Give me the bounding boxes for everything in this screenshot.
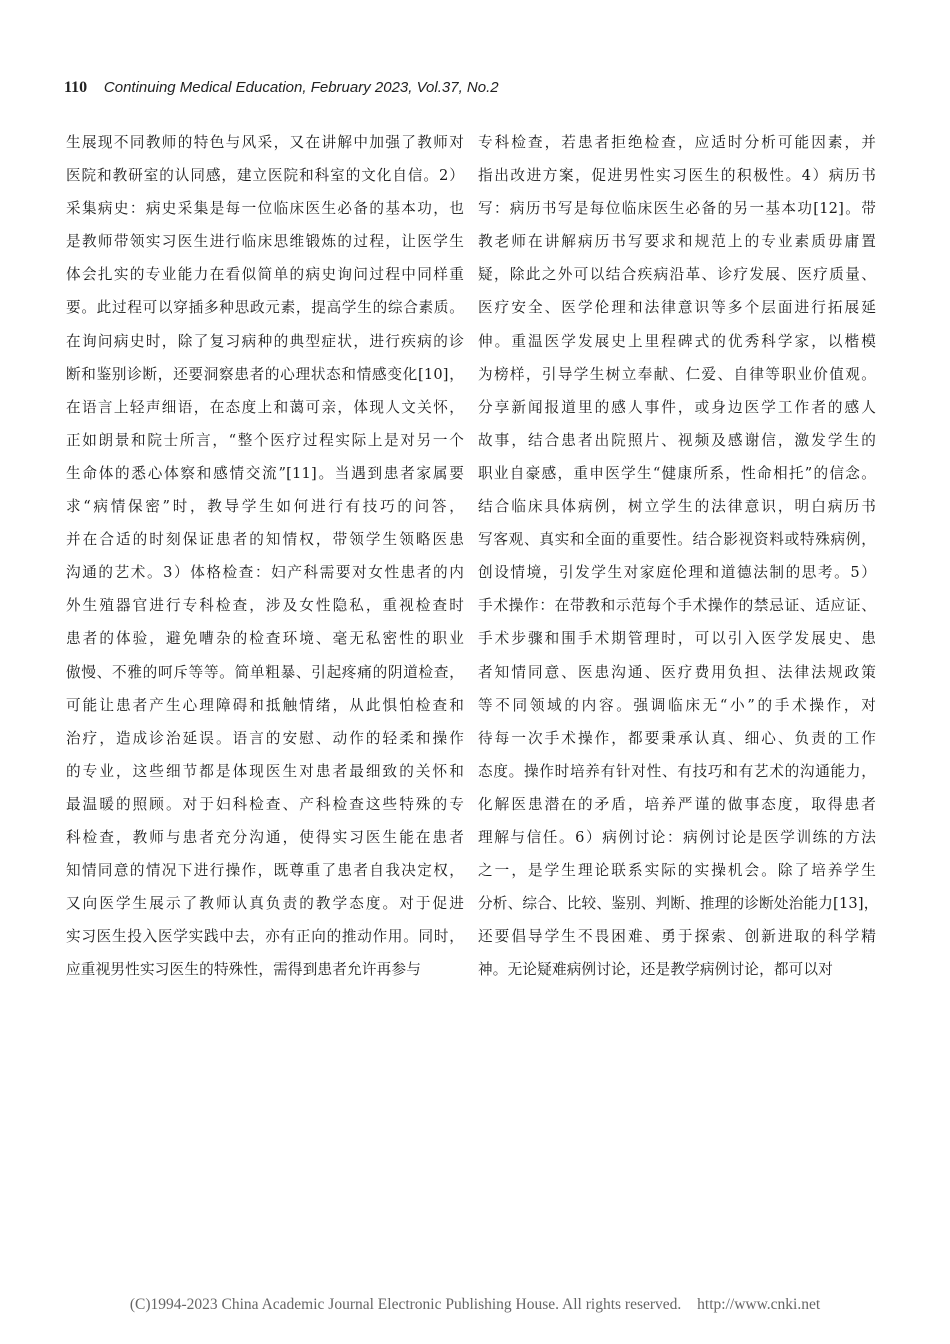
- text-line: 采集病史：病史采集是每一位临床医生必备的基本功，也: [66, 200, 464, 218]
- text-line: 伸。重温医学发展史上里程碑式的优秀科学家，以楷模: [478, 332, 876, 350]
- text-line: 还要倡导学生不畏困难、勇于探索、创新进取的科学精: [478, 928, 876, 946]
- text-line: 在询问病史时，除了复习病种的典型症状，进行疾病的诊: [66, 332, 464, 350]
- running-header: [64, 78, 499, 97]
- text-line: 分享新闻报道里的感人事件，或身边医学工作者的感人: [478, 398, 876, 416]
- left-text-column: [66, 126, 464, 986]
- text-line: 故事，结合患者出院照片、视频及感谢信，激发学生的: [478, 431, 876, 449]
- text-line: 写客观、真实和全面的重要性。结合影视资料或特殊病例，: [478, 531, 876, 549]
- text-line: 医疗安全、医学伦理和法律意识等多个层面进行拓展延: [478, 299, 876, 317]
- text-line: 化解医患潜在的矛盾，培养严谨的做事态度，取得患者: [478, 795, 876, 813]
- text-line: 并在合适的时刻保证患者的知情权，带领学生领略医患: [66, 531, 464, 549]
- text-line: 创设情境，引发学生对家庭伦理和道德法制的思考。5）: [478, 564, 876, 582]
- text-line: 体会扎实的专业能力在看似简单的病史询问过程中同样重: [66, 266, 464, 284]
- text-line: 神。无论疑难病例讨论，还是教学病例讨论，都可以对: [478, 961, 834, 979]
- text-line: 是教师带领实习医生进行临床思维锻炼的过程，让医学生: [66, 233, 464, 251]
- text-line: 手术步骤和围手术期管理时，可以引入医学发展史、患: [478, 630, 876, 648]
- footer-url: http://www.cnki.net: [697, 1296, 821, 1313]
- text-line: 结合临床具体病例，树立学生的法律意识，明白病历书: [478, 498, 876, 516]
- text-line: 者知情同意、医患沟通、医疗费用负担、法律法规政策: [478, 663, 876, 681]
- text-line: 治疗，造成诊治延误。语言的安慰、动作的轻柔和操作: [66, 729, 464, 747]
- text-line: 医院和教研室的认同感，建立医院和科室的文化自信。2）: [66, 167, 464, 185]
- text-line: 实习医生投入医学实践中去，亦有正向的推动作用。同时，: [66, 928, 464, 946]
- text-line: 专科检查，若患者拒绝检查，应适时分析可能因素，并: [478, 134, 876, 151]
- text-line: 断和鉴别诊断，还要洞察患者的心理状态和情感变化[10]，: [66, 365, 464, 383]
- right-text-column: [478, 126, 879, 986]
- text-line: 为榜样，引导学生树立奉献、仁爱、自律等职业价值观。: [478, 365, 876, 383]
- text-line: 分析、综合、比较、鉴别、判断、推理的诊断处治能力[13]，: [478, 895, 879, 913]
- page-number: 110: [64, 79, 88, 96]
- text-line: 傲慢、不雅的呵斥等等。简单粗暴、引起疼痛的阴道检查，: [66, 663, 464, 681]
- text-line: 职业自豪感，重申医学生“健康所系，性命相托”的信念。: [478, 464, 876, 482]
- text-line: 外生殖器官进行专科检查，涉及女性隐私，重视检查时: [66, 597, 464, 615]
- text-line: 沟通的艺术。3）体格检查：妇产科需要对女性患者的内: [66, 564, 464, 582]
- text-line: 理解与信任。6）病例讨论：病例讨论是医学训练的方法: [478, 828, 876, 846]
- text-line: 求“病情保密”时，教导学生如何进行有技巧的问答，: [66, 498, 464, 516]
- text-line: 的专业，这些细节都是体现医生对患者最细致的关怀和: [66, 762, 464, 780]
- text-line: 正如朗景和院士所言，“整个医疗过程实际上是对另一个: [66, 431, 464, 449]
- text-line: 生展现不同教师的特色与风采，又在讲解中加强了教师对: [66, 134, 464, 151]
- text-line: 指出改进方案，促进男性实习医生的积极性。4）病历书: [478, 167, 876, 185]
- text-line: 最温暖的照顾。对于妇科检查、产科检查这些特殊的专: [66, 795, 464, 813]
- text-line: 待每一次手术操作，都要秉承认真、细心、负责的工作: [478, 729, 876, 747]
- journal-citation: Continuing Medical Education, February 2023, Vol.37, No.2: [103, 79, 499, 96]
- text-line: 在语言上轻声细语，在态度上和蔼可亲，体现人文关怀，: [66, 398, 464, 416]
- text-line: 手术操作：在带教和示范每个手术操作的禁忌证、适应证、: [478, 597, 876, 615]
- text-line: 又向医学生展示了教师认真负责的教学态度。对于促进: [66, 895, 464, 913]
- text-line: 疑，除此之外可以结合疾病沿革、诊疗发展、医疗质量、: [478, 266, 876, 284]
- copyright-notice: (C)1994-2023 China Academic Journal Electronic Publishing House. All rights reserved.: [129, 1296, 682, 1313]
- text-line: 科检查，教师与患者充分沟通，使得实习医生能在患者: [66, 828, 464, 846]
- text-line: 之一，是学生理论联系实际的实操机会。除了培养学生: [478, 862, 876, 880]
- text-line: 生命体的悉心体察和感情交流”[11]。当遇到患者家属要: [66, 464, 464, 482]
- text-line: 要。此过程可以穿插多种思政元素，提高学生的综合素质。: [66, 299, 464, 317]
- text-line: 写：病历书写是每位临床医生必备的另一基本功[12]。带: [478, 200, 876, 218]
- text-line: 患者的体验，避免嘈杂的检查环境、毫无私密性的职业: [66, 630, 464, 648]
- text-line: 态度。操作时培养有针对性、有技巧和有艺术的沟通能力，: [478, 762, 876, 780]
- text-line: 等不同领域的内容。强调临床无“小”的手术操作，对: [478, 696, 876, 714]
- text-line: 知情同意的情况下进行操作，既尊重了患者自我决定权，: [66, 862, 464, 880]
- text-line: 教老师在讲解病历书写要求和规范上的专业素质毋庸置: [478, 233, 876, 251]
- copyright-footer: [0, 1296, 950, 1314]
- text-line: 应重视男性实习医生的特殊性，需得到患者允许再参与: [66, 961, 422, 979]
- text-line: 可能让患者产生心理障碍和抵触情绪，从此惧怕检查和: [66, 696, 464, 714]
